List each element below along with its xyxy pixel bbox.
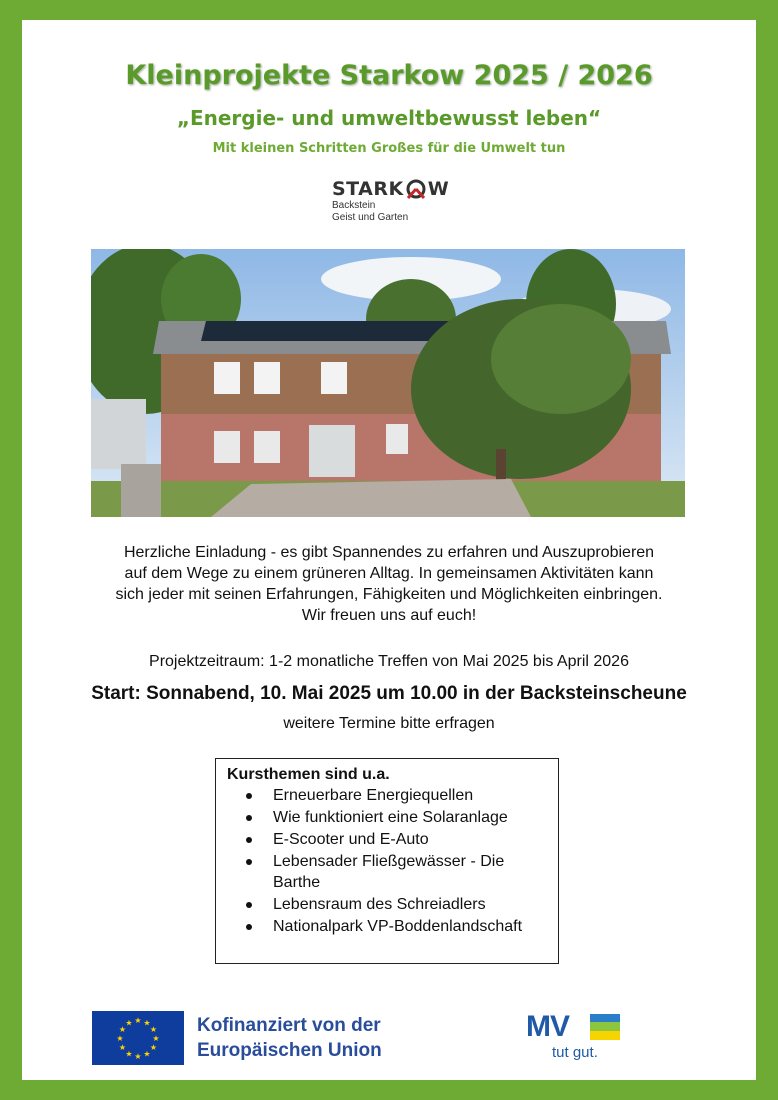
more-dates-note: weitere Termine bitte erfragen [283,715,495,732]
svg-text:★: ★ [118,1025,127,1034]
svg-text:★: ★ [134,1016,142,1025]
logo-line-2: Geist und Garten [332,212,409,223]
list-item: Lebensraum des Schreiadlers [273,894,548,915]
eu-line-1: Kofinanziert von der [197,1015,381,1036]
page-subtitle: „Energie- und umweltbewusst leben“ [176,106,602,130]
svg-text:★: ★ [134,1052,142,1061]
intro-line: Wir freuen uns auf euch! [301,607,477,624]
topics-box [215,758,559,964]
list-item: Lebensader Fließgewässer - Die Barthe [273,851,548,893]
svg-text:★: ★ [125,1049,133,1059]
svg-text:★: ★ [116,1034,124,1043]
svg-text:★: ★ [118,1043,127,1052]
svg-text:★: ★ [125,1018,133,1028]
list-item: Wie funktioniert eine Solaranlage [273,807,548,828]
list-item: Nationalpark VP-Boddenlandschaft [273,916,548,937]
intro-line: Herzliche Einladung - es gibt Spannendes zu erfahren und Auszuprobieren [123,544,655,561]
list-item: E-Scooter und E-Auto [273,829,548,850]
list-item: Erneuerbare Energiequellen [273,785,548,806]
intro-line: sich jeder mit seinen Erfahrungen, Fähigkeiten und Möglichkeiten einbringen. [115,586,663,603]
eu-line-2: Europäischen Union [197,1040,382,1061]
logo-word-right: W [427,178,450,200]
svg-text:★: ★ [149,1025,158,1034]
svg-text:★: ★ [143,1049,151,1059]
starkow-logo [332,178,462,232]
intro-text [52,542,726,626]
svg-text:★: ★ [143,1018,151,1028]
mv-tagline: tut gut. [552,1044,598,1061]
topics-heading: Kursthemen sind u.a. [227,766,390,783]
logo-word-left: STARK [332,178,404,200]
logo-arrow-icon [405,178,427,200]
mv-logo [522,1010,632,1070]
mv-wordmark: MV [526,1010,569,1043]
svg-text:★: ★ [149,1043,158,1052]
logo-wordmark [332,178,462,200]
building-photo [91,249,685,517]
eu-cofunding-text [197,1013,447,1063]
topics-list [227,785,548,937]
logo-line-1: Backstein [332,200,376,211]
eu-flag-icon [92,1011,184,1065]
page-title: Kleinprojekte Starkow 2025 / 2026 [125,60,653,91]
svg-text:★: ★ [152,1034,160,1043]
page-tagline: Mit kleinen Schritten Großes für die Umwelt tun [212,141,566,156]
intro-line: auf dem Wege zu einem grüneren Alltag. In gemeinsamen Aktivitäten kann [124,565,654,582]
poster-page [22,20,756,1080]
project-period: Projektzeitraum: 1-2 monatliche Treffen von Mai 2025 bis April 2026 [149,653,629,670]
mv-landscape-icon [590,1014,620,1040]
start-date: Start: Sonnabend, 10. Mai 2025 um 10.00 in der Backsteinscheune [91,683,687,704]
